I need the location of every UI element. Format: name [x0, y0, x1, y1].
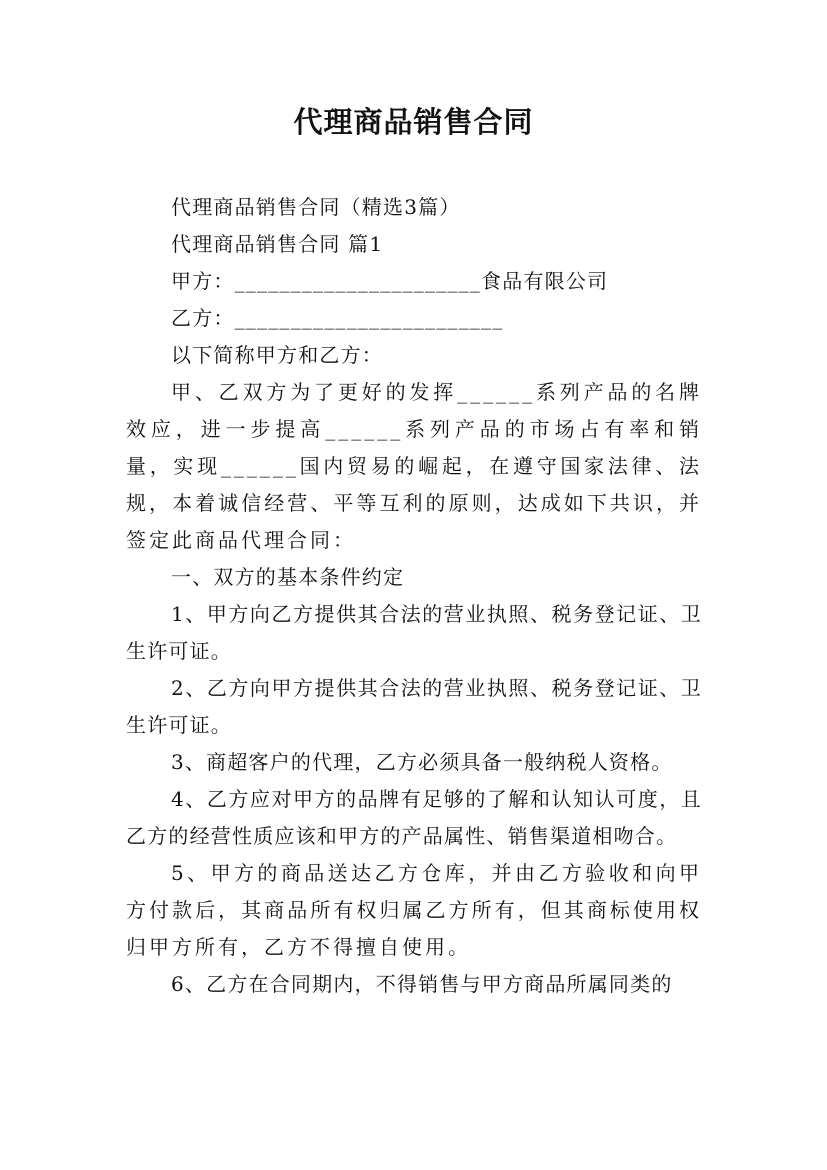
paragraph-clause-heading-1: 一、双方的基本条件约定: [171, 565, 405, 589]
paragraph-clause-4: 4、乙方应对甲方的品牌有足够的了解和认知认可度，且乙方的经营性质应该和甲方的产品属性、销售渠道相吻合。: [126, 787, 702, 848]
paragraph-subtitle: 代理商品销售合同（精选3篇）: [171, 195, 461, 219]
document-body: [126, 189, 702, 1003]
paragraph-section-heading: 代理商品销售合同 篇1: [171, 232, 384, 256]
paragraph-clause-6: 6、乙方在合同期内，不得销售与甲方商品所属同类的: [171, 972, 673, 996]
paragraph-clause-5: 5、甲方的商品送达乙方仓库，并由乙方验收和向甲方付款后，其商品所有权归属乙方所有，但其商标使用权归甲方所有，乙方不得擅自使用。: [126, 861, 702, 959]
paragraph-party-b: 乙方：________________________: [171, 306, 504, 330]
paragraph-clause-1: 1、甲方向乙方提供其合法的营业执照、税务登记证、卫生许可证。: [126, 602, 702, 663]
paragraph-preamble: 甲、乙双方为了更好的发挥______系列产品的名牌效应，进一步提高______系列产品的市场占有率和销量，实现______国内贸易的崛起，在遵守国家法律、法规，本着诚信经营、平等互利的原则，达成如下共识，并签定此商品代理合同：: [126, 380, 702, 552]
paragraph-clause-2: 2、乙方向甲方提供其合法的营业执照、税务登记证、卫生许可证。: [126, 676, 702, 737]
document-title: 代理商品销售合同: [293, 105, 534, 139]
paragraph-abbreviation: 以下简称甲方和乙方：: [171, 343, 383, 367]
paragraph-clause-3: 3、商超客户的代理，乙方必须具备一般纳税人资格。: [171, 750, 673, 774]
paragraph-party-a: 甲方：______________________食品有限公司: [171, 269, 609, 293]
